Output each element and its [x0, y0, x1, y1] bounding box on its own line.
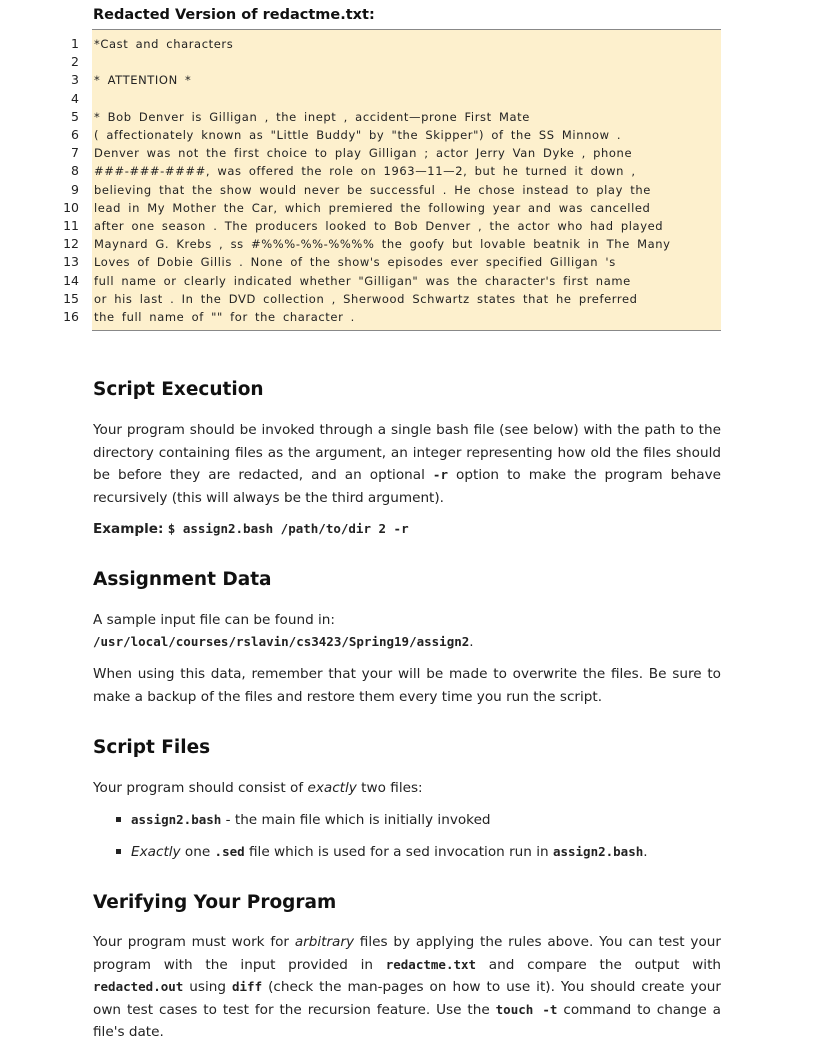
- line-number: 6: [71, 127, 79, 142]
- line-number: 8: [71, 163, 79, 179]
- code-line: * Bob Denver is Gilligan , the inept , accident—prone First Mate: [94, 109, 530, 124]
- data-note: When using this data, remember that your will be made to overwrite the files. Be sure to make a backup of the files and restore them every time you run the script.: [93, 666, 721, 705]
- line-number: 5: [71, 108, 79, 124]
- line-number: 13: [63, 254, 79, 270]
- verify-paragraph: Your program must work for arbitrary files by applying the rules above. You can test your program with the input provided in redactme.txt and compare the output with redacted.out using diff (check the man-pages on how to use it). You should create your own test cases to test for the recursion feature. Use the touch -t command to change a file's date.: [93, 934, 722, 1041]
- code-line: after one season . The producers looked to Bob Denver , the actor who had played: [94, 219, 664, 233]
- heading-script-execution: Script Execution: [93, 379, 264, 400]
- line-number: 15: [63, 290, 79, 306]
- line-number: 3: [71, 72, 79, 88]
- line-number: 7: [71, 145, 79, 161]
- code-line: the full name of "" for the character .: [94, 310, 355, 324]
- data-path: /usr/local/courses/rslavin/cs3423/Spring19/assign2.: [93, 634, 474, 650]
- code-line: ###-###-####, was offered the role on 1963—11—2, but he turned it down ,: [94, 164, 636, 179]
- line-number: 2: [71, 54, 79, 70]
- heading-verifying: Verifying Your Program: [93, 892, 337, 913]
- line-number: 9: [71, 181, 79, 197]
- bullet-item: Exactly one .sed file which is used for a sed invocation run in assign2.bash.: [116, 841, 648, 863]
- code-line: ( affectionately known as "Little Buddy" by "the Skipper") of the SS Minnow .: [94, 128, 622, 142]
- code-line: believing that the show would never be successful . He chose instead to play the: [94, 182, 651, 197]
- code-line: Loves of Dobie Gillis . None of the show's episodes ever specified Gilligan 's: [94, 255, 616, 270]
- code-line: *Cast and characters: [94, 37, 234, 51]
- code-line: Maynard G. Krebs , ss #%%%-%%-%%%% the goofy but lovable beatnik in The Many: [94, 237, 671, 252]
- code-line: Denver was not the first choice to play Gilligan ; actor Jerry Van Dyke , phone: [94, 146, 633, 161]
- line-number: 4: [71, 90, 79, 106]
- line-number: 14: [63, 272, 79, 288]
- inline-code: -r: [432, 467, 448, 483]
- files-intro: Your program should consist of exactly two files:: [93, 780, 423, 796]
- heading-script-files: Script Files: [93, 737, 211, 758]
- execution-paragraph: Your program should be invoked through a single bash file (see below) with the path to the directory containing files as the argument, an integer representing how old the files should be before they are redacted, and an optional -r option to make the program behave recursively (this will always be the third argument).: [93, 422, 721, 506]
- line-number: 12: [63, 236, 79, 252]
- line-number: 1: [71, 36, 79, 51]
- data-intro: A sample input file can be found in:: [93, 612, 335, 628]
- code-line: * ATTENTION *: [94, 73, 192, 88]
- code-line: or his last . In the DVD collection , Sherwood Schwartz states that he preferred: [94, 291, 638, 306]
- bullet-item: assign2.bash - the main file which is initially invoked: [116, 809, 491, 831]
- line-number: 10: [63, 199, 79, 215]
- listing-title: Redacted Version of redactme.txt:: [93, 7, 375, 23]
- example-line: Example: $ assign2.bash /path/to/dir 2 -r: [93, 521, 409, 537]
- line-number: 16: [63, 309, 79, 324]
- line-number: 11: [63, 218, 79, 233]
- heading-assignment-data: Assignment Data: [93, 569, 272, 590]
- code-line: lead in My Mother the Car, which premiered the following year and was cancelled: [94, 200, 651, 215]
- code-line: full name or clearly indicated whether "Gilligan" was the character's first name: [94, 273, 631, 288]
